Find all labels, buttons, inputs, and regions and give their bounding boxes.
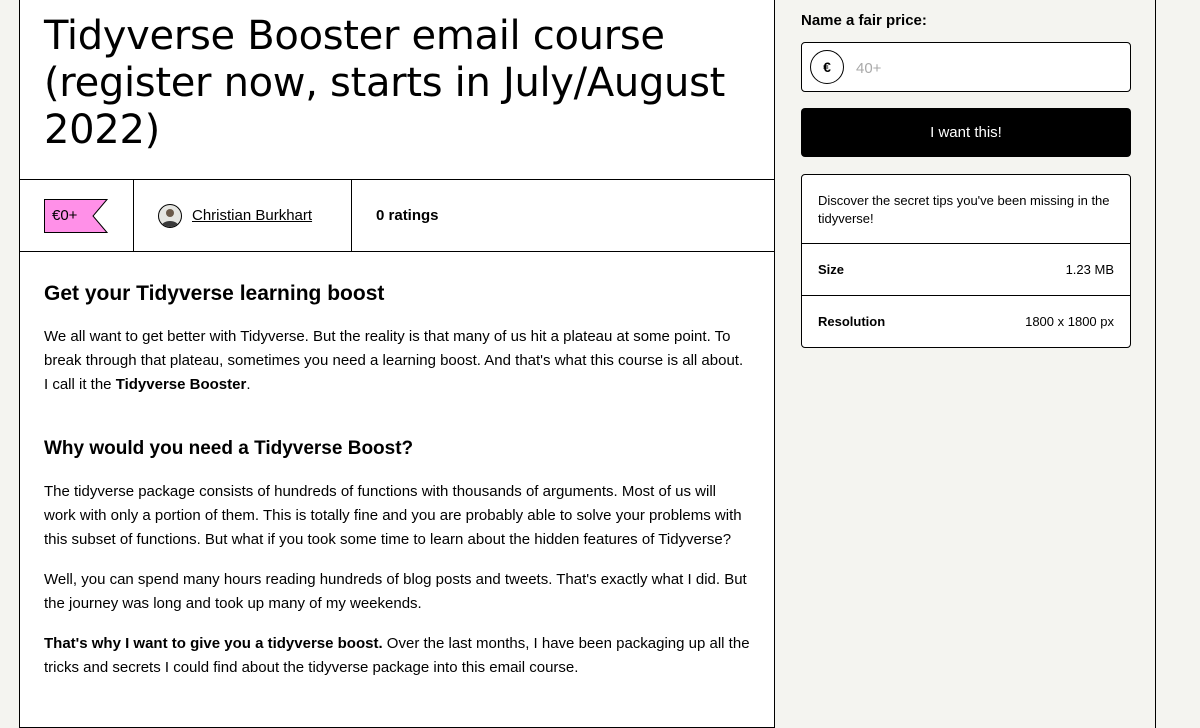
description-paragraph-3: Well, you can spend many hours reading hundreds of blog posts and tweets. That's exactly what I did. But the journey was long and took up many of my weekends. [44, 571, 747, 612]
info-key-resolution: Resolution [818, 314, 886, 329]
author-cell[interactable] [134, 180, 352, 251]
author-link[interactable]: Christian Burkhart [192, 207, 313, 224]
euro-currency-icon: € [810, 50, 844, 84]
description-heading-1: Get your Tidyverse learning boost [44, 282, 385, 305]
avatar-image [159, 205, 181, 227]
info-key-size: Size [818, 262, 845, 277]
purchase-sidebar [776, 0, 1156, 728]
description-heading-2: Why would you need a Tidyverse Boost? [44, 438, 414, 459]
info-value-resolution: 1800 x 1800 px [1025, 314, 1114, 329]
description-paragraph-4 [44, 632, 750, 680]
product-summary: Discover the secret tips you've been missing in the tidyverse! [802, 175, 1130, 244]
product-main-panel [19, 0, 775, 728]
paragraph-1-text: We all want to get better with Tidyverse. But the reality is that many of us hit a plateau at some point. To break through that plateau, sometimes you need a learning boost. And that's what this course is all about. I call it the [44, 328, 744, 393]
info-row-resolution [802, 295, 1130, 347]
price-label: Name a fair price: [801, 12, 927, 29]
paragraph-4-text: Over the last months, I have been packaging up all the tricks and secrets I could find about the tidyverse package into this email course. [44, 635, 750, 676]
i-want-this-button[interactable]: I want this! [801, 108, 1131, 157]
ratings-cell [352, 180, 439, 251]
description-paragraph-2: The tidyverse package consists of hundreds of functions with thousands of arguments. Most of us will work with only a portion of them. This is totally fine and you are probably able to solve your problems with this subset of functions. But what if you took some time to learn about the hidden features of Tidyverse? [44, 483, 742, 548]
price-cell [20, 180, 134, 251]
product-description [20, 282, 774, 680]
title-section [20, 0, 774, 180]
description-paragraph-1 [44, 325, 750, 397]
paragraph-4-bold: That's why I want to give you a tidyverse boost. [44, 635, 383, 652]
author-avatar[interactable] [158, 204, 182, 228]
product-info-card [801, 174, 1131, 348]
ratings-count: 0 ratings [376, 207, 439, 224]
product-meta-row [20, 180, 774, 252]
info-value-size: 1.23 MB [1065, 262, 1114, 277]
price-input-box[interactable] [801, 42, 1131, 92]
product-title: Tidyverse Booster email course (register now, starts in July/August 2022) [44, 13, 726, 153]
price-tag-badge [44, 199, 108, 233]
price-tag-label: €0+ [52, 206, 78, 224]
price-input[interactable] [854, 51, 1118, 85]
paragraph-1-end: . [246, 376, 251, 393]
info-row-size [802, 244, 1130, 295]
paragraph-1-bold: Tidyverse Booster [115, 376, 247, 393]
